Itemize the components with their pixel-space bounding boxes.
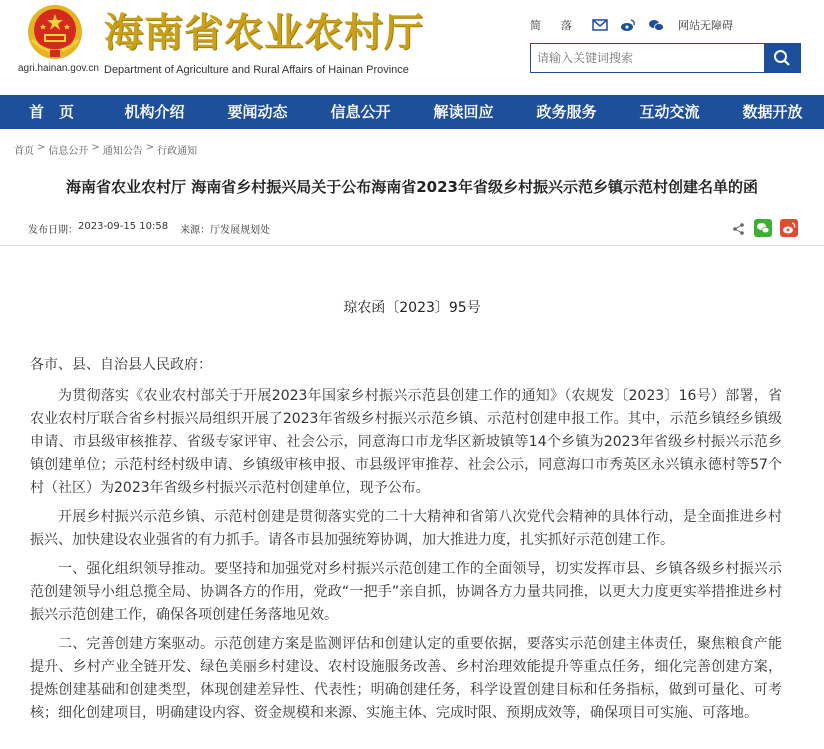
weibo-share-icon[interactable]: [780, 219, 798, 237]
nav-item-about[interactable]: 机构介绍: [124, 103, 185, 121]
breadcrumb-separator: >: [145, 142, 155, 153]
salutation: 各市、县、自治县人民政府：: [30, 357, 212, 373]
simplified-chinese-link[interactable]: 简: [530, 19, 541, 32]
paragraph: 二、完善创建方案驱动。示范创建方案是监测评估和创建认定的重要依据，要落实示范创建主体责任，聚焦粮食产能提升、乡村产业全链开发、绿色美丽乡村建设、农村设施服务改善、乡村治理效能提升等重点任务，细化完善创建方案，提炼创建基础和创建类型，体现创建差异性、代表性；明确创建任务，科学设置创建目标和任务指标，做到可量化、可考核；细化创建项目，明确建设内容、资金规模和来源、实施主体、完成时限、预期成效等，确保项目可实施、可落地。: [30, 636, 782, 721]
search-box: [530, 43, 801, 73]
search-input[interactable]: [531, 44, 764, 72]
breadcrumb: [14, 142, 197, 157]
breadcrumb-admin-notices[interactable]: 行政通知: [157, 146, 198, 157]
document-number: 琼农函〔2023〕95号: [343, 300, 481, 316]
share-bar: [732, 219, 806, 241]
article-meta: [28, 221, 270, 236]
nav-item-news[interactable]: 要闻动态: [227, 103, 288, 121]
nav-item-gov-services[interactable]: 政务服务: [536, 103, 597, 121]
article-content: [30, 354, 782, 731]
site-header: [0, 0, 824, 95]
breadcrumb-separator: >: [37, 142, 46, 153]
breadcrumb-notices[interactable]: 通知公告: [102, 146, 143, 157]
search-icon: [773, 49, 791, 67]
accessibility-link[interactable]: 网站无障碍: [678, 19, 733, 32]
breadcrumb-separator: >: [91, 142, 100, 153]
traditional-chinese-link[interactable]: 落: [561, 19, 572, 32]
site-title-english: Department of Agriculture and Rural Affairs of Hainan Province: [104, 64, 409, 76]
share-icon[interactable]: [732, 222, 746, 236]
source: 厅发展规划处: [210, 225, 271, 236]
national-emblem-icon: [24, 4, 86, 60]
nav-item-info-disclosure[interactable]: 信息公开: [330, 103, 391, 121]
meta-divider: [0, 245, 824, 246]
search-button[interactable]: [764, 44, 800, 72]
top-links: [530, 16, 733, 34]
paragraph: 为贯彻落实《农业农村部关于开展2023年国家乡村振兴示范县创建工作的通知》（农规发〔2023〕16号）部署，省农业农村厅联合省乡村振兴局组织开展了2023年省级乡村振兴示范乡镇、示范村创建申报工作。其中，示范乡镇经乡镇级申请、市县级审核推荐、省级专家评审、社会公示，同意海口市龙华区新坡镇等14个乡镇为2023年省级乡村振兴示范乡镇创建单位；示范村经村级申请、乡镇级审核申报、市县级评审推荐、社会公示，同意海口市秀英区永兴镇永德村等57个村（社区）为2023年省级乡村振兴示范村创建单位，现予公布。: [30, 388, 782, 496]
nav-item-interpretation[interactable]: 解读回应: [433, 103, 494, 121]
source-label: 来源：: [180, 225, 211, 236]
site-title[interactable]: 海南省农业农村厅: [104, 11, 425, 56]
publish-date-label: 发布日期：: [28, 225, 78, 236]
nav-item-home[interactable]: 首 页: [28, 103, 74, 121]
email-icon[interactable]: [592, 18, 608, 32]
wechat-icon[interactable]: [648, 18, 664, 32]
paragraph: 一、强化组织领导推动。要坚持和加强党对乡村振兴示范创建工作的全面领导，切实发挥市县、乡镇各级乡村振兴示范创建领导小组总揽全局、协调各方的作用，党政“一把手”亲自抓，协调各方力量共同推，以更大力度更实举措推进乡村振兴示范创建工作，确保各项创建任务落地见效。: [30, 561, 782, 623]
publish-date: 2023-09-15 10:58: [78, 221, 169, 232]
weibo-icon[interactable]: [620, 18, 636, 32]
article-title: 海南省农业农村厅 海南省乡村振兴局关于公布海南省2023年省级乡村振兴示范乡镇示范村创建名单的函: [66, 178, 758, 196]
wechat-share-icon[interactable]: [754, 219, 772, 237]
nav-item-interaction[interactable]: 互动交流: [639, 103, 700, 121]
site-domain: agri.hainan.gov.cn: [18, 63, 99, 74]
paragraph: 开展乡村振兴示范乡镇、示范村创建是贯彻落实党的二十大精神和省第八次党代会精神的具体行动，是全面推进乡村振兴、加快建设农业强省的有力抓手。请各市县加强统筹协调，加大推进力度，扎实抓好示范创建工作。: [30, 509, 782, 548]
main-nav: [0, 95, 824, 129]
breadcrumb-info-disclosure[interactable]: 信息公开: [48, 146, 89, 157]
nav-item-open-data[interactable]: 数据开放: [742, 103, 803, 121]
breadcrumb-home[interactable]: 首页: [14, 146, 34, 157]
